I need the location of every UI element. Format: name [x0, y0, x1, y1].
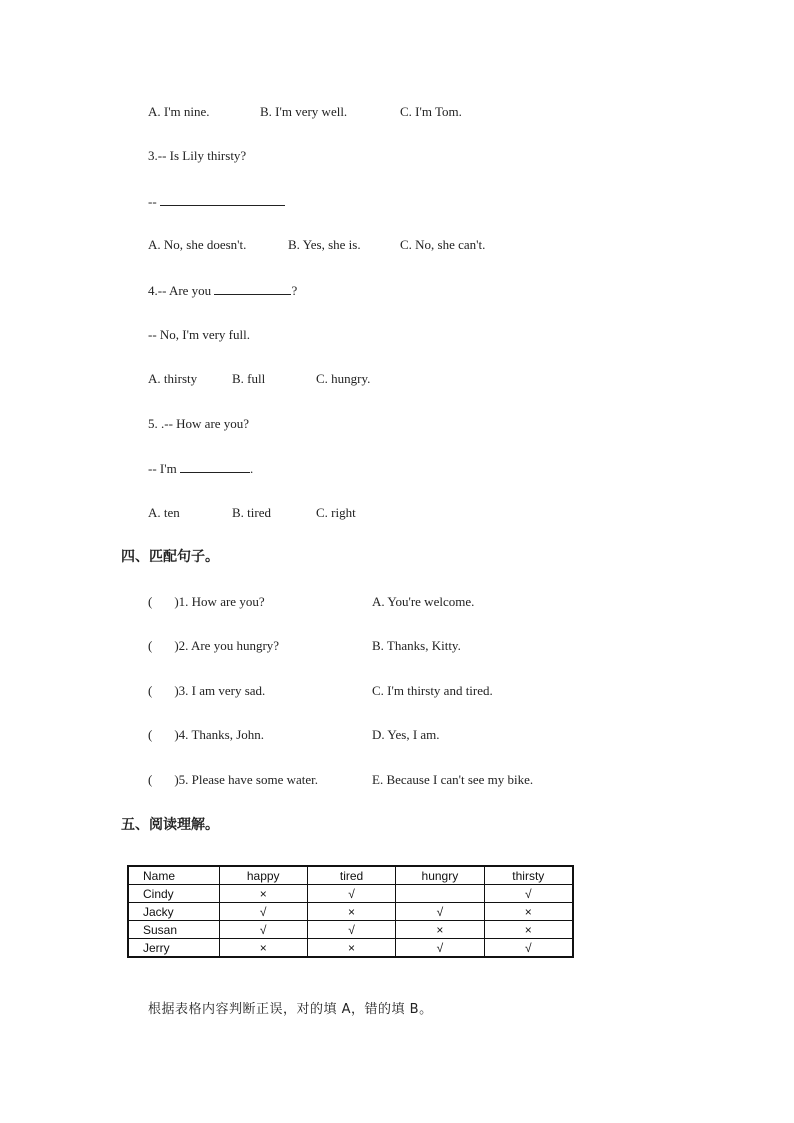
- match-right-d: D. Yes, I am.: [372, 727, 440, 742]
- table-cell: ×: [219, 939, 307, 958]
- q3-option-a: A. No, she doesn't.: [148, 237, 247, 252]
- match-left-2: [148, 638, 279, 654]
- match-left-4: [148, 727, 264, 743]
- q5-question: 5. .-- How are you?: [148, 416, 250, 431]
- section4-heading: 四、匹配句子。: [121, 549, 219, 565]
- table-cell: Jerry: [128, 939, 219, 958]
- q4-question: [148, 282, 297, 299]
- table-cell: ×: [307, 903, 395, 921]
- q3-option-b: B. Yes, she is.: [288, 237, 361, 252]
- match-left-5-text: )5. Please have some water.: [174, 772, 319, 787]
- table-cell: Susan: [128, 921, 219, 939]
- q2-option-b: B. I'm very well.: [260, 104, 348, 119]
- table-cell: √: [219, 903, 307, 921]
- table-cell: Cindy: [128, 885, 219, 903]
- q2-option-a: A. I'm nine.: [148, 104, 210, 119]
- q2-option-c: C. I'm Tom.: [400, 104, 462, 119]
- table-row: [128, 921, 573, 939]
- table-cell: ×: [219, 885, 307, 903]
- match-left-1-text: )1. How are you?: [174, 594, 265, 609]
- table-row: [128, 885, 573, 903]
- header-hungry: hungry: [396, 866, 484, 885]
- q5-answer: [148, 460, 253, 477]
- q5-option-b: B. tired: [232, 505, 271, 520]
- q3-answer-prefix: --: [148, 194, 160, 209]
- reading-instruction: 根据表格内容判断正误，对的填 A，错的填 B。: [148, 1002, 433, 1017]
- paren-open: (: [148, 638, 153, 653]
- table-row: [128, 939, 573, 958]
- header-tired: tired: [307, 866, 395, 885]
- q5-answer-prefix: -- I'm: [148, 461, 180, 476]
- q3-answer-line: [148, 193, 285, 210]
- table-cell: Jacky: [128, 903, 219, 921]
- q4-option-a: A. thirsty: [148, 371, 198, 386]
- table-cell: √: [307, 885, 395, 903]
- match-right-e: E. Because I can't see my bike.: [372, 772, 534, 787]
- match-left-4-text: )4. Thanks, John.: [174, 727, 265, 742]
- paren-open: (: [148, 594, 153, 609]
- header-happy: happy: [219, 866, 307, 885]
- table-cell: √: [484, 885, 573, 903]
- q4-question-blank: [214, 282, 291, 295]
- q3-option-c: C. No, she can't.: [400, 237, 486, 252]
- q3-question: 3.-- Is Lily thirsty?: [148, 148, 247, 163]
- q4-option-b: B. full: [232, 371, 266, 386]
- match-right-b: B. Thanks, Kitty.: [372, 638, 461, 653]
- table-cell: √: [219, 921, 307, 939]
- match-left-1: [148, 594, 265, 610]
- paren-open: (: [148, 683, 153, 698]
- section5-heading: 五、阅读理解。: [121, 817, 219, 833]
- match-left-5: [148, 772, 318, 788]
- match-left-3: [148, 683, 265, 699]
- table-cell: ×: [484, 921, 573, 939]
- table-header-row: [128, 866, 573, 885]
- table-cell: √: [484, 939, 573, 958]
- q4-answer: -- No, I'm very full.: [148, 327, 250, 342]
- q3-answer-blank: [160, 193, 285, 206]
- table-cell: ×: [484, 903, 573, 921]
- table-cell: ×: [396, 921, 484, 939]
- feelings-table: [127, 865, 574, 958]
- match-left-3-text: )3. I am very sad.: [174, 683, 266, 698]
- match-right-c: C. I'm thirsty and tired.: [372, 683, 493, 698]
- match-right-a: A. You're welcome.: [372, 594, 475, 609]
- table-cell: √: [396, 939, 484, 958]
- q5-option-c: C. right: [316, 505, 356, 520]
- q5-answer-blank: [180, 460, 250, 473]
- table-cell: √: [307, 921, 395, 939]
- table-cell: [396, 885, 484, 903]
- q5-answer-suffix: .: [249, 461, 254, 476]
- q5-option-a: A. ten: [148, 505, 180, 520]
- table-row: [128, 903, 573, 921]
- q4-question-prefix: 4.-- Are you: [148, 283, 215, 298]
- paren-open: (: [148, 772, 153, 787]
- table-cell: √: [396, 903, 484, 921]
- header-name: Name: [128, 866, 219, 885]
- paren-open: (: [148, 727, 153, 742]
- table-cell: ×: [307, 939, 395, 958]
- match-left-2-text: )2. Are you hungry?: [174, 638, 280, 653]
- header-thirsty: thirsty: [484, 866, 573, 885]
- q4-question-suffix: ?: [291, 283, 298, 298]
- q4-option-c: C. hungry.: [316, 371, 371, 386]
